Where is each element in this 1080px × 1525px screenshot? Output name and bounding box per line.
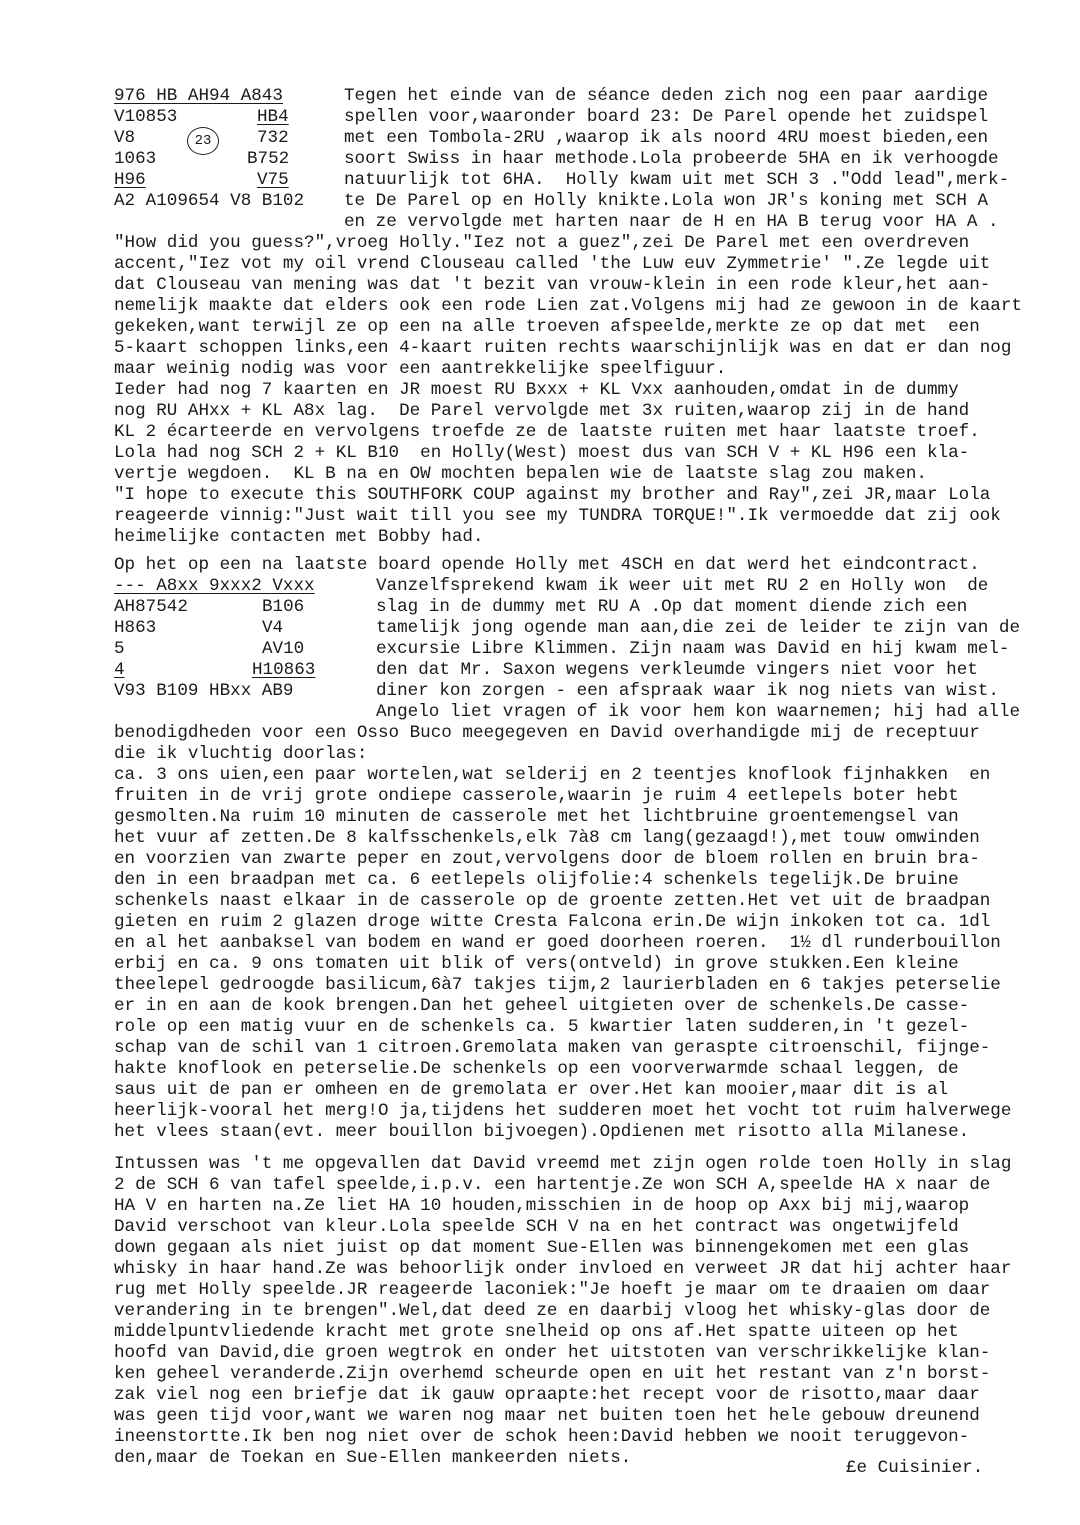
text-line: 5-kaart schoppen links,een 4-kaart ruiten rechts waarschijnlijk was en dat er dan nog: [114, 338, 1012, 358]
text-line: zak viel nog een briefje dat ik gauw opraapte:het recept voor de risotto,maar daar: [114, 1385, 980, 1405]
text-line: den in een braadpan met ca. 6 eetlepels olijfolie:4 schenkels tegelijk.De bruine: [114, 870, 959, 890]
text-line: maar weinig nodig was voor een aantrekkelijke speelfiguur.: [114, 359, 727, 379]
text-line: role op een matig vuur en de schenkels ca. 5 kwartier laten sudderen,in 't gezel-: [114, 1017, 970, 1037]
deal1-east-2: 732: [257, 128, 289, 148]
text-line: excursie Libre Klimmen. Zijn naam was David en hij kwam mel-: [376, 639, 1010, 659]
text-line: nemelijk maakte dat elders ook een rode Lien zat.Volgens mij had ze gewoon in de kaart: [114, 296, 1022, 316]
text-line: accent,"Iez vot my oil vrend Clouseau called 'the Luw euv Zymmetrie' ".Ze legde uit: [114, 254, 991, 274]
text-line: Tegen het einde van de séance deden zich nog een paar aardige: [344, 86, 989, 106]
deal2-west-2: H863: [114, 618, 157, 638]
text-line: te De Parel op en Holly knikte.Lola won JR's koning met SCH A: [344, 191, 989, 211]
text-line: den dat Mr. Saxon wegens verkleumde vingers niet voor het: [376, 660, 978, 680]
text-line: rug met Holly speelde.JR reageerde laconiek:"Je hoeft je maar om te draaien om daar: [114, 1280, 991, 1300]
text-line: fruiten in de vrij grote ondiepe casserole,waarin je ruim 4 eetlepels boter hebt: [114, 786, 959, 806]
deal1-east-4: V75: [257, 170, 289, 190]
text-line: dat Clouseau van mening was dat 't bezit van vrouw-klein in een rode kleur,het aan-: [114, 275, 991, 295]
deal2-east-2: V4: [262, 618, 284, 638]
text-line: gieten en ruim 2 glazen droge witte Cresta Falcona erin.De wijn inkoken tot ca. 1dl: [114, 912, 991, 932]
text-line: slag in de dummy met RU A .Op dat moment diende zich een: [376, 597, 968, 617]
text-line: theelepel gedroogde basilicum,6à7 takjes tijm,2 laurierbladen en 6 takjes peterselie: [114, 975, 1001, 995]
text-line: diner kon zorgen - een afspraak waar ik nog niets van wist.: [376, 681, 999, 701]
text-line: David verschoot van kleur.Lola speelde SCH V na en het contract was ongetwijfeld: [114, 1217, 959, 1237]
deal2-west-4: 4: [114, 660, 125, 680]
text-line: ca. 3 ons uien,een paar wortelen,wat selderij en 2 teentjes knoflook fijnhakken en: [114, 765, 991, 785]
text-line: whisky in haar hand.Ze was behoorlijk onder invloed en verweet JR dat hij achter haar: [114, 1259, 1012, 1279]
text-line: hakte knoflook en peterselie.De schenkels op een voorverwarmde schaal leggen, de: [114, 1059, 959, 1079]
text-line: verandering in te brengen".Wel,dat deed ze en daarbij vloog het whisky-glas door de: [114, 1301, 991, 1321]
text-line: nog RU AHxx + KL A8x lag. De Parel vervolgde met 3x ruiten,waarop zij in de hand: [114, 401, 970, 421]
text-line: ken geheel veranderde.Zijn overhemd scheurde open en uit het restant van z'n borst-: [114, 1364, 991, 1384]
deal2-east-1: B106: [262, 597, 305, 617]
text-line: was geen tijd voor,want we waren nog maar net buiten toen het hele gebouw dreunend: [114, 1406, 980, 1426]
text-line: natuurlijk tot 6HA. Holly kwam uit met SCH 3 ."Odd lead",merk-: [344, 170, 1010, 190]
text-line: die ik vluchtig doorlas:: [114, 744, 368, 764]
deal2-west-1: AH87542: [114, 597, 188, 617]
deal1-east-3: B752: [247, 149, 290, 169]
text-line: er in en aan de kook brengen.Dan het geheel uitgieten over de schenkels.De casse-: [114, 996, 970, 1016]
text-line: tamelijk jong ogende man aan,die zei de leider te zijn van de: [376, 618, 1021, 638]
text-line: Ieder had nog 7 kaarten en JR moest RU Bxxx + KL Vxx aanhouden,omdat in de dummy: [114, 380, 959, 400]
text-line: heerlijk-vooral het merg!O ja,tijdens het sudderen moet het vocht tot ruim halverwege: [114, 1101, 1012, 1121]
text-line: ineenstortte.Ik ben nog niet over de schok heen:David hebben we nooit teruggevon-: [114, 1427, 970, 1447]
text-line: en ze vervolgde met harten naar de H en HA B terug voor HA A .: [344, 212, 999, 232]
deal1-west-4: H96: [114, 170, 146, 190]
deal2-west-3: 5: [114, 639, 125, 659]
text-line: benodigdheden voor een Osso Buco meegegeven en David overhandigde mij de receptuur: [114, 723, 980, 743]
deal1-east-1: HB4: [257, 107, 289, 127]
deal2-north: --- A8xx 9xxx2 Vxxx: [114, 576, 315, 596]
text-line: hoofd van David,die groen wegtrok en onder het uitstoten van verschrikkelijke klan-: [114, 1343, 991, 1363]
text-line: met een Tombola-2RU ,waarop ik als noord 4RU moest bieden,een: [344, 128, 989, 148]
text-line: heimelijke contacten met Bobby had.: [114, 527, 484, 547]
text-line: gesmolten.Na ruim 10 minuten de casserole met het lichtbruine groentemengsel van: [114, 807, 959, 827]
paragraph-2-intro: Op het op een na laatste board opende Holly met 4SCH en dat werd het eindcontract.: [114, 555, 980, 575]
text-line: soort Swiss in haar methode.Lola probeerde 5HA en ik verhoogde: [344, 149, 999, 169]
text-line: en al het aanbaksel van bodem en wand er goed doorheen roeren. 1½ dl runderbouillon: [114, 933, 1001, 953]
deal2-east-4: H10863: [252, 660, 316, 680]
text-line: het vlees staan(evt. meer bouillon bijvoegen).Opdienen met risotto alla Milanese.: [114, 1122, 970, 1142]
text-line: den,maar de Toekan en Sue-Ellen mankeerden niets.: [114, 1448, 632, 1468]
deal1-west-1: V10853: [114, 107, 178, 127]
text-line: het vuur af zetten.De 8 kalfsschenkels,elk 7à8 cm lang(gezaagd!),met touw omwinden: [114, 828, 980, 848]
text-line: spellen voor,waaronder board 23: De Parel opende het zuidspel: [344, 107, 989, 127]
deal1-north: 976 HB AH94 A843: [114, 86, 283, 106]
text-line: "I hope to execute this SOUTHFORK COUP against my brother and Ray",zei JR,maar Lola: [114, 485, 991, 505]
text-line: "How did you guess?",vroeg Holly."Iez not a guez",zei De Parel met een overdreven: [114, 233, 970, 253]
signature: £e Cuisinier.: [846, 1458, 984, 1478]
text-line: vertje wegdoen. KL B na en OW mochten bepalen wie de laatste slag zou maken.: [114, 464, 927, 484]
text-line: en voorzien van zwarte peper en zout,vervolgens door de bloem rollen en bruin bra-: [114, 849, 980, 869]
deal1-west-3: 1063: [114, 149, 157, 169]
text-line: schap van de schil van 1 citroen.Gremolata maken van geraspte citroenschil, fijnge-: [114, 1038, 991, 1058]
text-line: erbij en ca. 9 ons tomaten uit blik of vers(ontveld) in grove stukken.Een kleine: [114, 954, 959, 974]
deal2-south: V93 B109 HBxx AB9: [114, 681, 294, 701]
text-line: reageerde vinnig:"Just wait till you see my TUNDRA TORQUE!".Ik vermoedde dat zij ook: [114, 506, 1001, 526]
text-line: Lola had nog SCH 2 + KL B10 en Holly(West) moest dus van SCH V + KL H96 een kla-: [114, 443, 970, 463]
text-line: saus uit de pan er omheen en de gremolata er over.Het kan mooier,maar dit is al: [114, 1080, 949, 1100]
text-line: Intussen was 't me opgevallen dat David vreemd met zijn ogen rolde toen Holly in slag: [114, 1154, 1012, 1174]
text-line: down gegaan als niet juist op dat moment Sue-Ellen was binnengekomen met een glas: [114, 1238, 970, 1258]
text-line: KL 2 écarteerde en vervolgens troefde ze de laatste ruiten met haar laatste troef.: [114, 422, 980, 442]
deal1-south: A2 A109654 V8 B102: [114, 191, 305, 211]
deal1-west-2: V8: [114, 128, 136, 148]
deal2-east-3: AV10: [262, 639, 305, 659]
text-line: Angelo liet vragen of ik voor hem kon waarnemen; hij had alle: [376, 702, 1021, 722]
text-line: middelpuntvliedende kracht met grote snelheid op ons af.Het spatte uiteen op het: [114, 1322, 959, 1342]
text-line: HA V en harten na.Ze liet HA 10 houden,misschien in de hoop op Axx bij mij,waarop: [114, 1196, 970, 1216]
text-line: gekeken,want terwijl ze op een na alle troeven afspeelde,merkte ze op dat met een: [114, 317, 980, 337]
text-line: schenkels naast elkaar in de casserole op de groente zetten.Het vet uit de braadpan: [114, 891, 991, 911]
board-number-circle: 23: [187, 127, 219, 155]
text-line: 2 de SCH 6 van tafel speelde,i.p.v. een hartentje.Ze won SCH A,speelde HA x naar de: [114, 1175, 991, 1195]
text-line: Vanzelfsprekend kwam ik weer uit met RU 2 en Holly won de: [376, 576, 989, 596]
